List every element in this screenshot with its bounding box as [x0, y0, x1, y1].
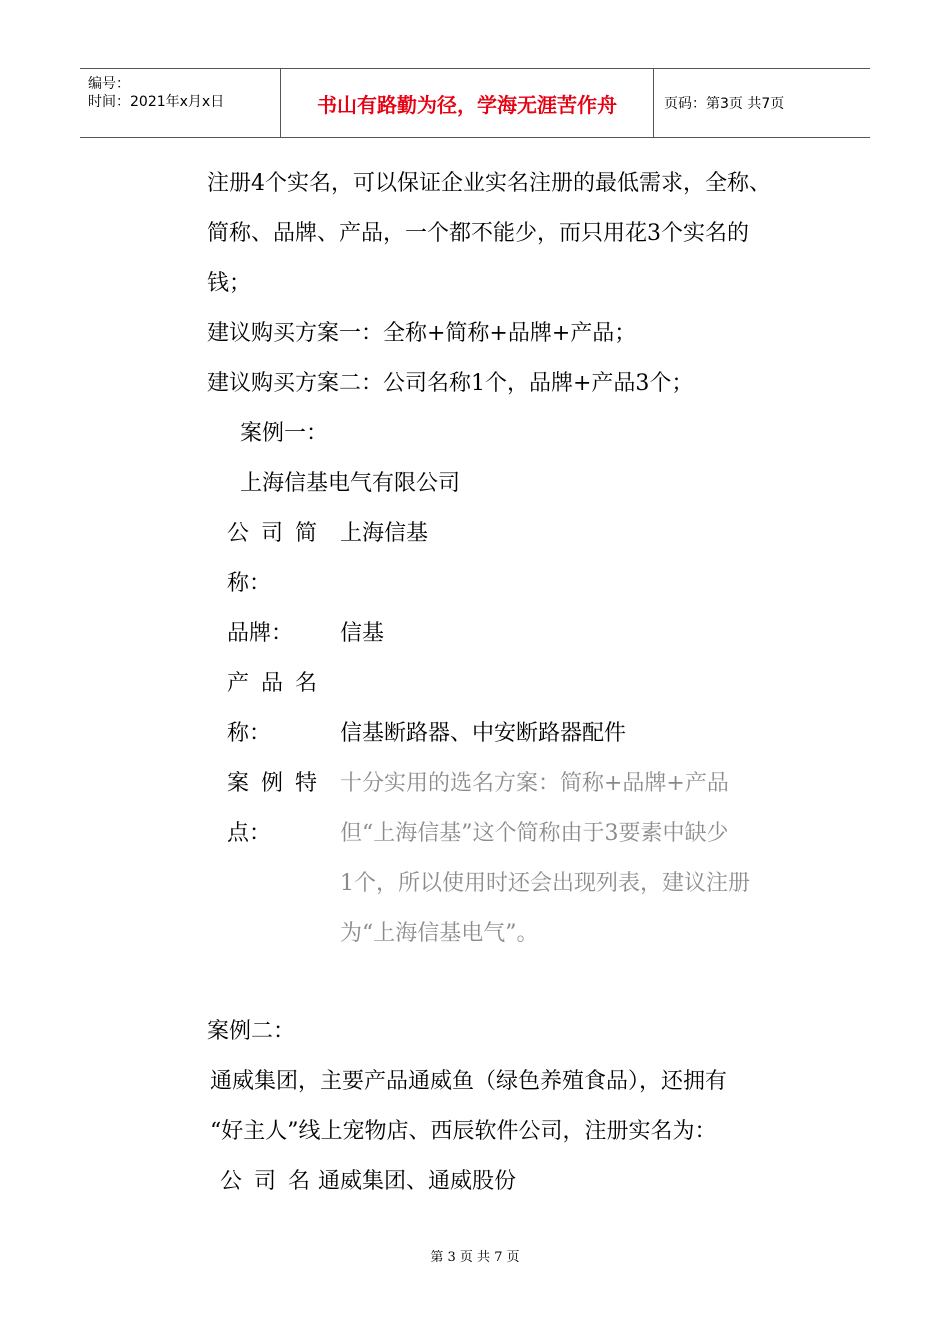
case1-feature-line-2: 但“上海信基”这个简称由于3要素中缺少 [340, 821, 729, 846]
case1-brand-value: 信基 [340, 621, 385, 646]
body-line-2: 简称、品牌、产品，一个都不能少，而只用花3个实名的 [207, 221, 749, 246]
plan-one: 建议购买方案一：全称+简称+品牌+产品； [207, 321, 637, 346]
header-meta [80, 69, 281, 137]
header-motto-cell [281, 69, 654, 137]
case1-feature-line-3: 1个，所以使用时还会出现列表，建议注册 [340, 871, 750, 896]
body-line-3: 钱； [207, 271, 252, 296]
header-page-number: 页码：第3页 共7页 [664, 96, 785, 112]
document-date: 时间：2021年x月x日 [88, 94, 225, 110]
case2-label: 公司名 [220, 1169, 323, 1194]
case1-feature-line-1: 十分实用的选名方案：简称+品牌+产品 [340, 771, 729, 796]
page-footer: 第 3 页 共 7 页 [430, 1250, 520, 1265]
body-line-1: 注册4个实名，可以保证企业实名注册的最低需求，全称、 [207, 171, 771, 196]
case1-product-label: 产品名 [227, 671, 330, 696]
plan-two: 建议购买方案二：公司名称1个，品牌+产品3个； [207, 371, 694, 396]
case1-short-label-cont: 称： [227, 571, 272, 596]
case1-company: 上海信基电气有限公司 [240, 471, 461, 496]
case2-line-1: 通威集团，主要产品通威鱼（绿色养殖食品），还拥有 [210, 1069, 728, 1094]
case1-short-value: 上海信基 [340, 521, 429, 546]
case1-product-value: 信基断路器、中安断路器配件 [340, 721, 627, 746]
case1-product-label-cont: 称： [227, 721, 272, 746]
case2-value: 通威集团、通威股份 [318, 1169, 517, 1194]
case1-feature-line-4: 为“上海信基电气”。 [340, 921, 539, 946]
case2-line-2: “好主人”线上宠物店、西辰软件公司，注册实名为： [210, 1119, 717, 1144]
case1-title: 案例一： [240, 421, 329, 446]
page-header [80, 68, 870, 138]
document-number: 编号： [88, 76, 130, 92]
case1-feature-label: 案例特 [227, 771, 330, 796]
header-motto: 书山有路勤为径，学海无涯苦作舟 [317, 92, 617, 117]
case1-feature-label-cont: 点： [227, 821, 272, 846]
case1-short-label: 公司简 [227, 521, 330, 546]
case2-title: 案例二： [207, 1019, 296, 1044]
case1-brand-label: 品牌： [227, 621, 294, 646]
